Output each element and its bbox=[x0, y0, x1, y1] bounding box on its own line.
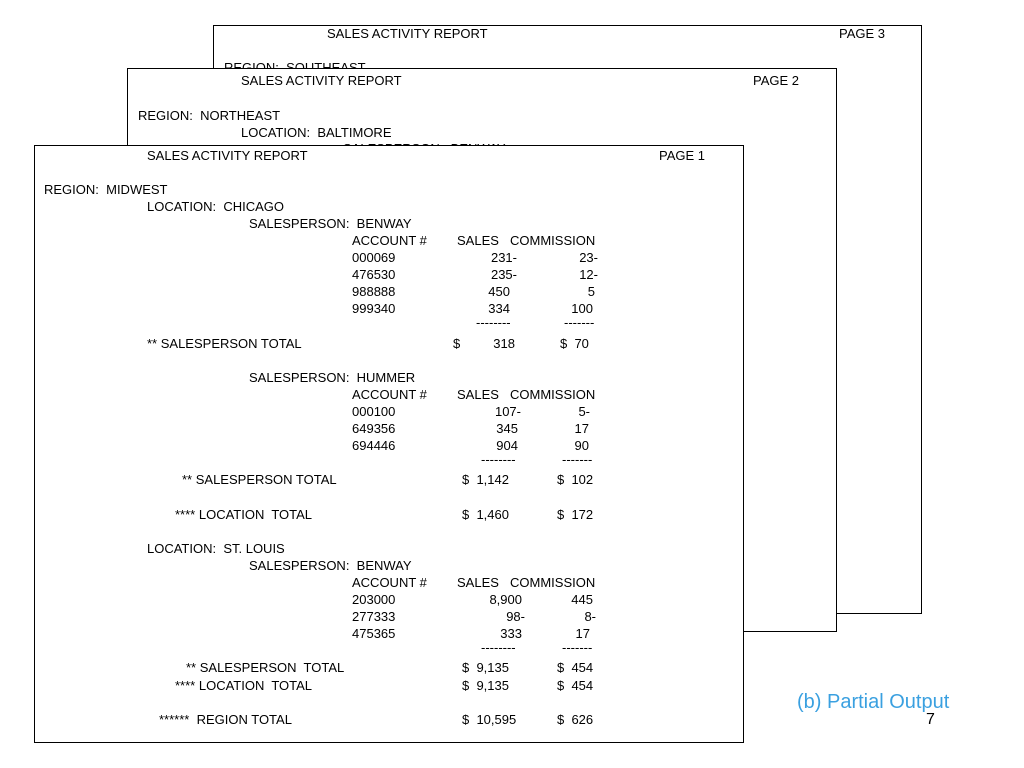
salesperson-total-sales: $ 1,142 bbox=[462, 472, 509, 487]
page-number: PAGE 2 bbox=[753, 73, 800, 88]
account-number: 694446 bbox=[352, 438, 396, 453]
report-title: SALES ACTIVITY REPORT bbox=[241, 73, 402, 88]
column-header-account: ACCOUNT # bbox=[352, 233, 427, 248]
location-total-sales: $ 1,460 bbox=[462, 507, 509, 522]
sales-value: 235- bbox=[490, 267, 517, 282]
commission-value: 5- bbox=[578, 404, 590, 419]
column-header-sales: SALES bbox=[457, 233, 499, 248]
commission-underline: ------- bbox=[562, 640, 593, 655]
salesperson-total-commission: $ 70 bbox=[560, 336, 589, 351]
location-heading: LOCATION: BALTIMORE bbox=[241, 125, 392, 140]
region-heading: REGION: MIDWEST bbox=[44, 182, 168, 197]
account-number: 277333 bbox=[352, 609, 396, 624]
location-total-label: **** LOCATION TOTAL bbox=[175, 507, 313, 522]
salesperson-total-label: ** SALESPERSON TOTAL bbox=[182, 472, 337, 487]
column-header-commission: COMMISSION bbox=[510, 233, 596, 248]
account-number: 476530 bbox=[352, 267, 396, 282]
salesperson-total-label: ** SALESPERSON TOTAL bbox=[147, 336, 302, 351]
slide-number: 7 bbox=[926, 711, 935, 728]
commission-value: 17 bbox=[575, 626, 590, 641]
commission-value: 100 bbox=[571, 301, 593, 316]
commission-value: 17 bbox=[574, 421, 589, 436]
commission-value: 23- bbox=[579, 250, 598, 265]
salesperson-total-label: ** SALESPERSON TOTAL bbox=[186, 660, 345, 675]
location-total-commission: $ 172 bbox=[557, 507, 594, 522]
sales-underline: -------- bbox=[481, 640, 516, 655]
account-number: 000100 bbox=[352, 404, 396, 419]
column-header-sales: SALES bbox=[457, 575, 499, 590]
location-total-commission: $ 454 bbox=[557, 678, 594, 693]
region-total-sales: $ 10,595 bbox=[462, 712, 517, 727]
sales-value: 333 bbox=[500, 626, 522, 641]
commission-underline: ------- bbox=[562, 452, 593, 467]
location-heading: LOCATION: CHICAGO bbox=[147, 199, 284, 214]
account-number: 649356 bbox=[352, 421, 396, 436]
commission-value: 90 bbox=[574, 438, 589, 453]
region-total-label: ****** REGION TOTAL bbox=[159, 712, 292, 727]
sales-value: 231- bbox=[490, 250, 517, 265]
column-header-account: ACCOUNT # bbox=[352, 387, 427, 402]
salesperson-heading: SALESPERSON: HUMMER bbox=[249, 370, 416, 385]
account-number: 203000 bbox=[352, 592, 396, 607]
location-heading: LOCATION: ST. LOUIS bbox=[147, 541, 285, 556]
salesperson-total-commission: $ 102 bbox=[557, 472, 594, 487]
column-header-sales: SALES bbox=[457, 387, 499, 402]
account-number: 999340 bbox=[352, 301, 396, 316]
commission-value: 5 bbox=[587, 284, 595, 299]
salesperson-total-commission: $ 454 bbox=[557, 660, 594, 675]
region-heading: REGION: NORTHEAST bbox=[138, 108, 281, 123]
report-page-1 bbox=[34, 145, 744, 743]
account-number: 000069 bbox=[352, 250, 396, 265]
commission-value: 8- bbox=[584, 609, 596, 624]
sales-value: 334 bbox=[488, 301, 510, 316]
column-header-commission: COMMISSION bbox=[510, 575, 596, 590]
figure-caption: (b) Partial Output bbox=[797, 691, 950, 713]
currency-symbol: $ bbox=[453, 336, 461, 351]
salesperson-heading: SALESPERSON: BENWAY bbox=[249, 558, 412, 573]
sales-value: 345 bbox=[496, 421, 518, 436]
location-total-sales: $ 9,135 bbox=[462, 678, 509, 693]
account-number: 988888 bbox=[352, 284, 396, 299]
sales-value: 904 bbox=[496, 438, 518, 453]
sales-value: 8,900 bbox=[489, 592, 522, 607]
commission-value: 445 bbox=[571, 592, 593, 607]
location-total-label: **** LOCATION TOTAL bbox=[175, 678, 313, 693]
sales-underline: -------- bbox=[476, 315, 511, 330]
sales-underline: -------- bbox=[481, 452, 516, 467]
report-title: SALES ACTIVITY REPORT bbox=[327, 26, 488, 41]
column-header-commission: COMMISSION bbox=[510, 387, 596, 402]
salesperson-total-sales: 318 bbox=[493, 336, 515, 351]
column-header-account: ACCOUNT # bbox=[352, 575, 427, 590]
account-number: 475365 bbox=[352, 626, 396, 641]
salesperson-total-sales: $ 9,135 bbox=[462, 660, 509, 675]
commission-value: 12- bbox=[579, 267, 598, 282]
region-total-commission: $ 626 bbox=[557, 712, 594, 727]
report-title: SALES ACTIVITY REPORT bbox=[147, 148, 308, 163]
sales-value: 107- bbox=[494, 404, 521, 419]
salesperson-heading: SALESPERSON: BENWAY bbox=[249, 216, 412, 231]
sales-value: 98- bbox=[506, 609, 525, 624]
page-number: PAGE 3 bbox=[839, 26, 886, 41]
commission-underline: ------- bbox=[564, 315, 595, 330]
page-number: PAGE 1 bbox=[659, 148, 706, 163]
sales-value: 450 bbox=[488, 284, 510, 299]
